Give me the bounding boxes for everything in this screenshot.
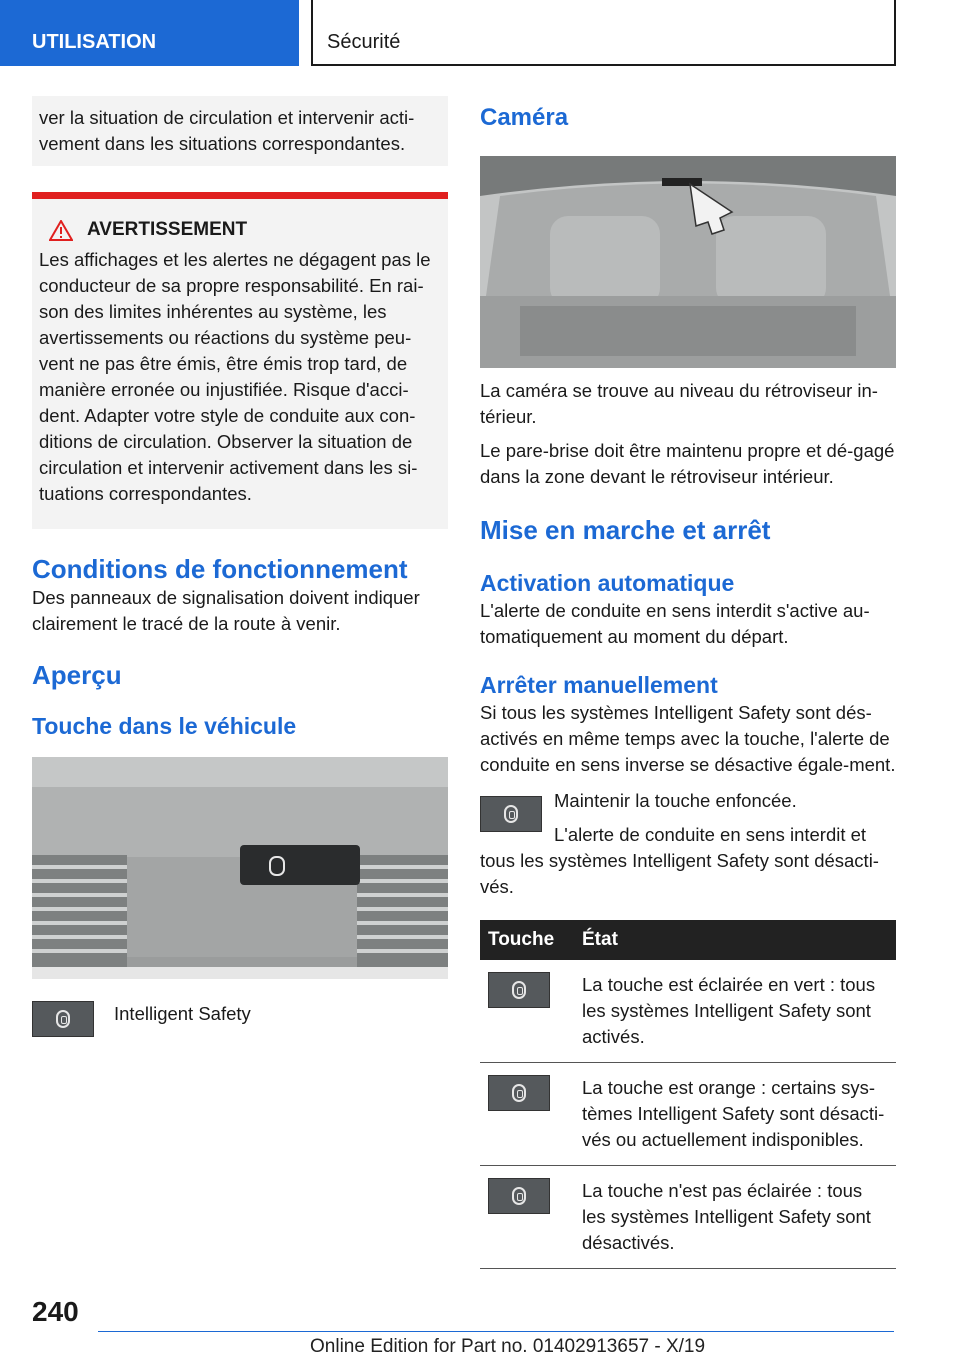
safety-button-icon	[488, 972, 550, 1008]
warning-body: Les affichages et les alertes ne dégagent pas le conducteur de sa propre responsabilité. En rai-son des limites inhérentes au système, les avertissements ou réactions du système peu-vent ne pas être émis, être émis trop tard, de manière erronée ou injustifiée. Risque d'acci-dent. Adapter votre style de conduite aux con-ditions de circulation. Observer la situation de circulation et intervenir activement dans les si-tuations correspondantes.	[39, 249, 431, 504]
intro-box	[32, 96, 448, 166]
footer-edition: Online Edition for Part no. 01402913657 - X/19	[310, 1336, 706, 1357]
conditions-text: Des panneaux de signalisation doivent indiquer clairement le tracé de la route à venir.	[32, 587, 420, 634]
intelligent-safety-label: Intelligent Safety	[114, 1003, 251, 1024]
camera-photo	[480, 156, 896, 368]
instruction-text: Maintenir la touche enfoncée.	[554, 790, 797, 811]
activation-text: L'alerte de conduite en sens interdit s'active au-tomatiquement au moment du départ.	[480, 600, 870, 647]
warning-title: AVERTISSEMENT	[87, 219, 248, 240]
state-table	[480, 920, 896, 1269]
conditions-heading: Conditions de fonctionnement	[32, 554, 408, 584]
state-text: La touche est éclairée en vert : tous les systèmes Intelligent Safety sont activés.	[574, 960, 896, 1063]
state-text: La touche n'est pas éclairée : tous les systèmes Intelligent Safety sont désactivés.	[574, 1166, 896, 1269]
table-row	[480, 1166, 896, 1269]
warning-heading	[39, 217, 441, 243]
right-column	[480, 96, 896, 1269]
dashboard-illustration	[32, 757, 448, 979]
section-tab: UTILISATION	[0, 0, 299, 66]
intelligent-safety-row	[32, 1001, 448, 1037]
arret-text: Si tous les systèmes Intelligent Safety sont dés-activés en même temps avec la touche, l'alerte de conduite en sens inverse se désactive égale-ment.	[480, 702, 896, 775]
safety-button-icon	[488, 1075, 550, 1111]
page-title: Sécurité	[311, 0, 896, 66]
footer-divider	[98, 1331, 894, 1332]
mise-en-marche-heading: Mise en marche et arrêt	[480, 515, 771, 545]
dashboard-photo	[32, 757, 448, 979]
warning-box	[32, 192, 448, 529]
table-header-button: Touche	[480, 920, 574, 960]
apercu-heading: Aperçu	[32, 660, 122, 690]
state-text: La touche est orange : certains sys-tèmes Intelligent Safety sont désacti-vés ou actuellement indisponibles.	[574, 1063, 896, 1166]
button-in-vehicle-heading: Touche dans le véhicule	[32, 713, 297, 739]
result-text: L'alerte de conduite en sens interdit et tous les systèmes Intelligent Safety sont désacti-vés.	[480, 824, 879, 897]
intelligent-safety-button-icon	[32, 1001, 94, 1037]
warning-icon	[49, 220, 73, 241]
camera-text-2: Le pare-brise doit être maintenu propre et dé-gagé dans la zone devant le rétroviseur intérieur.	[480, 440, 895, 487]
page-number: 240	[32, 1296, 79, 1327]
instruction-block	[480, 788, 896, 900]
table-row	[480, 1063, 896, 1166]
camera-heading: Caméra	[480, 104, 569, 131]
arret-heading: Arrêter manuellement	[480, 672, 718, 698]
intro-text: ver la situation de circulation et intervenir acti-vement dans les situations correspondantes.	[39, 107, 415, 154]
car-interior-illustration	[480, 156, 896, 368]
camera-text-1: La caméra se trouve au niveau du rétroviseur in-térieur.	[480, 380, 878, 427]
safety-button-icon	[488, 1178, 550, 1214]
safety-button-icon	[480, 796, 542, 832]
activation-heading: Activation automatique	[480, 570, 735, 596]
table-header-state: État	[574, 920, 896, 960]
left-column	[32, 96, 448, 1037]
table-row	[480, 960, 896, 1063]
